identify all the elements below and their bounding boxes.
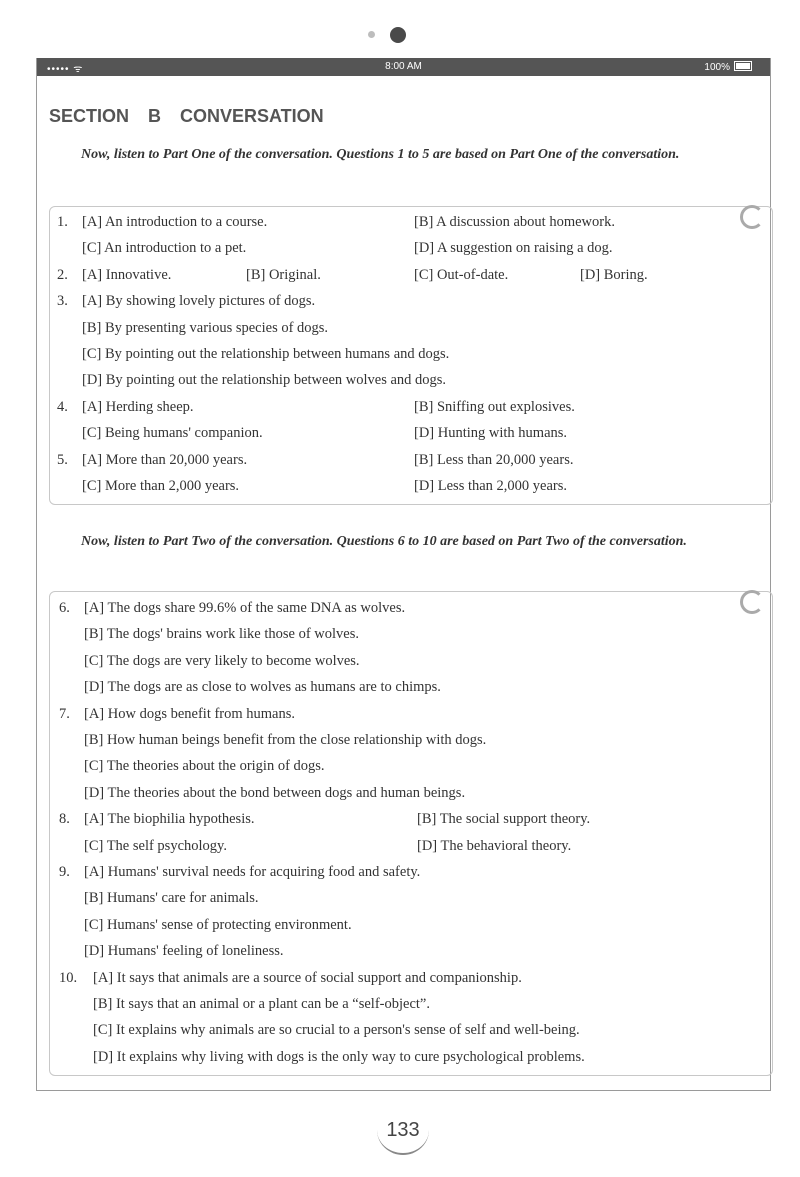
answer-option[interactable]: [D] Less than 2,000 years. [414,478,568,494]
part1-instruction: Now, listen to Part One of the conversation. Questions 1 to 5 are based on Part One of the conversation. [81,147,680,162]
answer-option[interactable]: [A] Innovative. [82,266,172,283]
answer-option[interactable]: [C] An introduction to a pet. [82,240,247,257]
battery-percent: 100% [704,62,730,73]
answer-option[interactable]: [B] It says that an animal or a plant can be a “self-object”. [93,996,430,1012]
question-number: 2. [57,266,68,283]
section-title: SECTION B CONVERSATION [49,106,324,126]
answer-option[interactable]: [D] It explains why living with dogs is the only way to cure psychological problems. [93,1048,585,1065]
question-number: 4. [57,398,68,415]
answer-option[interactable]: [A] Humans' survival needs for acquiring food and safety. [84,864,421,880]
page-number: 133 [377,1105,429,1155]
swirl-icon [740,590,764,614]
question-number: 9. [59,864,70,880]
tablet-frame [36,58,771,1091]
question-number: 8. [59,811,70,828]
answer-option[interactable]: [A] By showing lovely pictures of dogs. [82,293,316,310]
answer-option[interactable]: [B] By presenting various species of dogs. [82,319,329,336]
answer-option[interactable]: [B] Sniffing out explosives. [414,398,575,415]
swirl-icon [740,205,764,229]
answer-option[interactable]: [D] The behavioral theory. [417,837,572,854]
camera-lens [390,27,406,43]
status-time: 8:00 AM [385,61,422,72]
answer-option[interactable]: [D] Hunting with humans. [414,425,568,442]
answer-option[interactable]: [A] More than 20,000 years. [82,451,248,468]
answer-option[interactable]: [D] The theories about the bond between dogs and human beings. [84,784,466,801]
answer-option[interactable]: [D] By pointing out the relationship between wolves and dogs. [82,372,447,389]
status-bar [37,58,770,76]
answer-option[interactable]: [B] Less than 20,000 years. [414,451,574,468]
question-number: 6. [59,600,70,616]
answer-option[interactable]: [C] Humans' sense of protecting environment. [84,916,352,933]
wifi-icon: ᯤ [73,64,84,75]
answer-option[interactable]: [A] How dogs benefit from humans. [84,705,296,722]
answer-option[interactable]: [B] The social support theory. [417,811,591,828]
part2-instruction: Now, listen to Part Two of the conversation. Questions 6 to 10 are based on Part Two of the conversation. [81,534,687,549]
question-number: 7. [59,705,70,722]
question-number: 5. [57,451,68,468]
answer-option[interactable]: [A] The biophilia hypothesis. [84,811,255,828]
battery-icon [734,61,752,71]
question-number: 10. [59,969,78,986]
answer-option[interactable]: [C] Being humans' companion. [82,425,263,442]
answer-option[interactable]: [A] An introduction to a course. [82,214,268,230]
answer-option[interactable]: [C] It explains why animals are so crucial to a person's sense of self and well-being. [93,1022,580,1039]
answer-option[interactable]: [C] The theories about the origin of dogs. [84,758,325,775]
battery-status [704,61,752,73]
answer-option[interactable]: [B] How human beings benefit from the close relationship with dogs. [84,732,487,748]
answer-option[interactable]: [A] It says that animals are a source of social support and companionship. [93,969,522,986]
question-number: 3. [57,293,68,310]
question-number: 1. [57,214,68,230]
answer-option[interactable]: [A] The dogs share 99.6% of the same DNA as wolves. [84,600,406,616]
answer-option[interactable]: [C] More than 2,000 years. [82,478,240,494]
answer-option[interactable]: [D] The dogs are as close to wolves as humans are to chimps. [84,679,441,696]
answer-option[interactable]: [C] Out-of-date. [414,266,509,283]
answer-option[interactable]: [B] The dogs' brains work like those of wolves. [84,626,359,643]
answer-option[interactable]: [D] A suggestion on raising a dog. [414,240,613,257]
answer-option[interactable]: [C] The self psychology. [84,837,227,854]
answer-option[interactable]: [C] By pointing out the relationship between humans and dogs. [82,346,450,362]
answer-option[interactable]: [A] Herding sheep. [82,398,194,415]
answer-option[interactable]: [B] A discussion about homework. [414,214,615,230]
answer-option[interactable]: [C] The dogs are very likely to become wolves. [84,652,360,669]
signal-icon: ••••• [47,64,70,75]
answer-option[interactable]: [B] Humans' care for animals. [84,890,259,907]
answer-option[interactable]: [B] Original. [246,266,321,283]
sensor-dot [368,31,375,38]
answer-option[interactable]: [D] Humans' feeling of loneliness. [84,943,284,960]
answer-option[interactable]: [D] Boring. [580,266,648,283]
